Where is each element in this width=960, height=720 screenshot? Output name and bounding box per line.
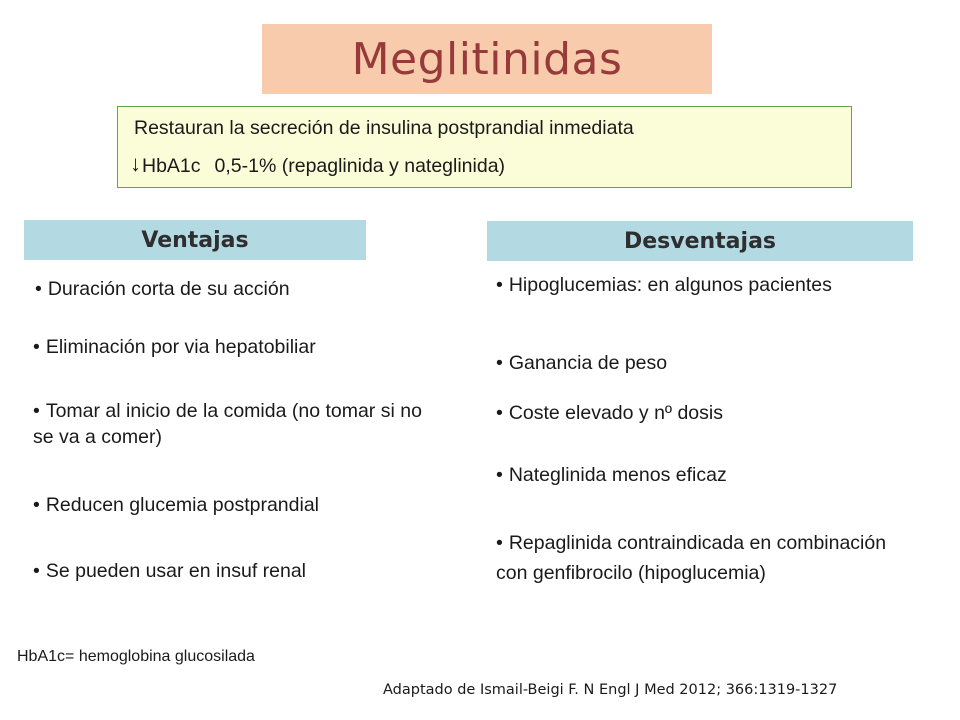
bullet: • [496,464,503,486]
ventaja-item [33,492,443,518]
bullet: • [496,532,503,554]
ventaja-text: Duración corta de su acción [47,278,290,300]
ventaja-item [33,398,443,450]
hba1c-value: 0,5-1% (repaglinida y nateglinida) [214,154,506,177]
desventajas-heading [487,221,913,261]
ventaja-text: Se pueden usar en insuf renal [45,560,307,582]
desventaja-item [496,400,876,426]
bullet: • [33,560,40,582]
ventaja-item [35,276,435,302]
desventaja-item [496,462,876,488]
ventaja-text: Reducen glucemia postprandial [45,494,319,516]
hba1c-label: HbA1c [142,154,201,177]
desventaja-item [496,350,876,376]
summary-line-hba1c [130,153,505,179]
desventaja-text: Repaglinida contraindicada en combinación con genfibrocilo (hipoglucemia) [496,532,887,584]
ventaja-text: Tomar al inicio de la comida (no tomar si no se va a comer) [33,400,422,448]
footnote: HbA1c= hemoglobina glucosilada [17,648,255,665]
bullet: • [33,494,40,516]
ventaja-text: Eliminación por via hepatobiliar [45,336,316,358]
title-banner [262,24,712,94]
desventaja-item [496,270,876,301]
ventaja-item [33,558,443,584]
summary-box [117,106,852,188]
slide-title: Meglitinidas [351,33,623,85]
desventaja-text: Coste elevado y nº dosis [508,402,723,424]
desventaja-text: Nateglinida menos eficaz [508,464,727,486]
desventaja-text: Hipoglucemias: en algunos pacientes [508,274,832,296]
ventaja-item [33,334,433,360]
bullet: • [496,402,503,424]
bullet: • [33,400,40,422]
source-citation: Adaptado de Ismail-Beigi F. N Engl J Med 2012; 366:1319-1327 [383,682,838,698]
summary-line-secretion: Restauran la secreción de insulina postprandial inmediata [134,117,634,139]
ventajas-heading [24,220,366,260]
ventajas-heading-text: Ventajas [141,227,249,253]
bullet: • [496,352,503,374]
bullet: • [496,274,503,296]
bullet: • [35,278,42,300]
bullet: • [33,336,40,358]
desventaja-item [496,528,896,588]
desventajas-heading-text: Desventajas [623,228,777,254]
desventaja-text: Ganancia de peso [508,352,668,374]
down-arrow-icon: ↓ [130,151,141,176]
